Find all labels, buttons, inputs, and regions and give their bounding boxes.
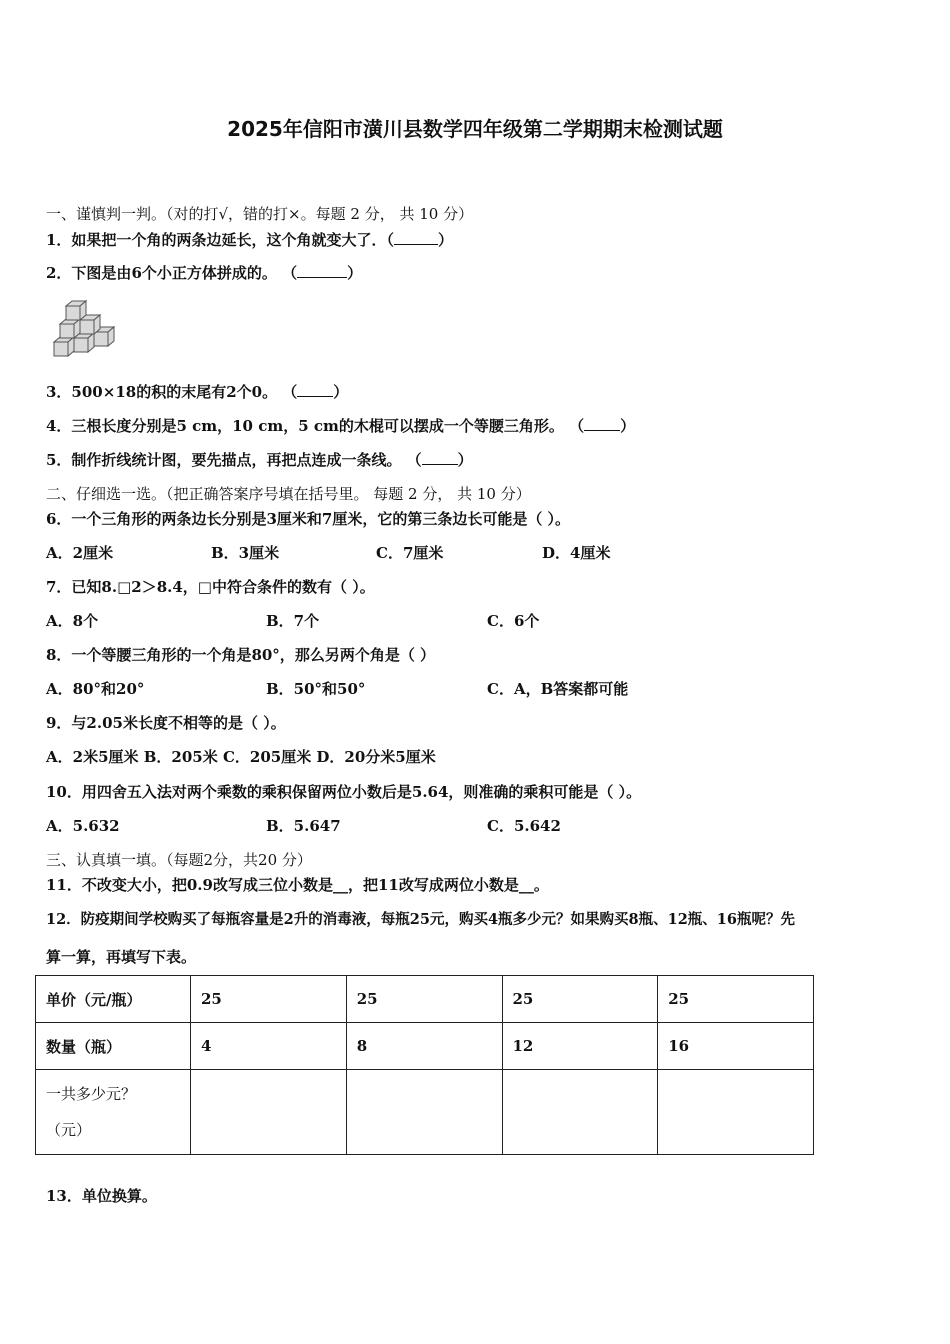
table-row-quantity bbox=[36, 1023, 814, 1070]
question-12: 12．防疫期间学校购买了每瓶容量是2升的消毒液，每瓶25元，购买4瓶多少元？如果购买8瓶、12瓶、16瓶呢？先 bbox=[46, 911, 795, 928]
question-13: 13．单位换算。 bbox=[46, 1187, 157, 1205]
answer-blank[interactable] bbox=[584, 416, 620, 431]
section-1-heading: 一、谨慎判一判。（对的打√，错的打×。每题 2 分， 共 10 分） bbox=[46, 205, 474, 223]
table-row-price bbox=[36, 976, 814, 1023]
answer-blank[interactable] bbox=[422, 450, 458, 465]
table-cell: 12 bbox=[502, 1023, 658, 1070]
table-cell: 25 bbox=[658, 976, 814, 1023]
table-cell: 单价（元/瓶） bbox=[36, 976, 191, 1023]
table-row-total bbox=[36, 1070, 814, 1155]
q9-options[interactable]: A．2米5厘米 B．205米 C．205厘米 D．20分米5厘米 bbox=[46, 748, 436, 766]
section-3-heading: 三、认真填一填。（每题2分，共20 分） bbox=[46, 851, 312, 869]
table-cell: 16 bbox=[658, 1023, 814, 1070]
question-5: 5．制作折线统计图，要先描点，再把点连成一条线。 （ ） bbox=[46, 451, 473, 469]
q6-option-a[interactable]: A．2厘米 bbox=[46, 544, 114, 562]
q10-option-a[interactable]: A．5.632 bbox=[46, 817, 120, 835]
question-12-continued: 算一算，再填写下表。 bbox=[46, 948, 197, 966]
question-2: 2．下图是由6个小正方体拼成的。 （ ） bbox=[46, 264, 363, 282]
table-cell: 25 bbox=[502, 976, 658, 1023]
q8-option-b[interactable]: B．50°和50° bbox=[266, 680, 366, 698]
answer-blank[interactable] bbox=[297, 382, 333, 397]
q6-option-c[interactable]: C．7厘米 bbox=[376, 544, 444, 562]
question-11: 11．不改变大小，把0.9改写成三位小数是__，把11改写成两位小数是__。 bbox=[46, 876, 549, 894]
q7-option-b[interactable]: B．7个 bbox=[266, 612, 320, 630]
table-cell: 8 bbox=[346, 1023, 502, 1070]
answer-cell[interactable] bbox=[346, 1070, 502, 1155]
question-4: 4．三根长度分别是5 cm，10 cm，5 cm的木棍可以摆成一个等腰三角形。 （ ） bbox=[46, 417, 636, 435]
question-3: 3．500×18的积的末尾有2个0。 （ ） bbox=[46, 383, 349, 401]
page-title: 2025年信阳市潢川县数学四年级第二学期期末检测试题 bbox=[227, 117, 723, 141]
table-cell: 25 bbox=[191, 976, 347, 1023]
question-8: 8．一个等腰三角形的一个角是80°，那么另两个角是（ ） bbox=[46, 646, 436, 664]
question-6: 6．一个三角形的两条边长分别是3厘米和7厘米，它的第三条边长可能是（ ）。 bbox=[46, 510, 571, 528]
q6-option-d[interactable]: D．4厘米 bbox=[542, 544, 611, 562]
cubes-figure bbox=[50, 294, 122, 360]
q10-option-b[interactable]: B．5.647 bbox=[266, 817, 341, 835]
q6-option-b[interactable]: B．3厘米 bbox=[211, 544, 280, 562]
table-cell: 25 bbox=[346, 976, 502, 1023]
total-unit: （元） bbox=[46, 1121, 92, 1139]
answer-cell[interactable] bbox=[658, 1070, 814, 1155]
question-1: 1．如果把一个角的两条边延长，这个角就变大了．（ ） bbox=[46, 231, 453, 249]
question-10: 10．用四舍五入法对两个乘数的乘积保留两位小数后是5.64，则准确的乘积可能是（ ）。 bbox=[46, 783, 642, 801]
answer-cell[interactable] bbox=[191, 1070, 347, 1155]
q10-option-c[interactable]: C．5.642 bbox=[487, 817, 561, 835]
answer-blank[interactable] bbox=[394, 230, 438, 245]
table-cell bbox=[36, 1070, 191, 1155]
table-cell: 数量（瓶） bbox=[36, 1023, 191, 1070]
answer-cell[interactable] bbox=[502, 1070, 658, 1155]
answer-blank[interactable] bbox=[297, 263, 347, 278]
question-7: 7．已知8.□2＞8.4，□中符合条件的数有（ ）。 bbox=[46, 578, 375, 596]
q8-option-c[interactable]: C．A，B答案都可能 bbox=[487, 680, 629, 698]
q7-option-c[interactable]: C．6个 bbox=[487, 612, 540, 630]
total-label: 一共多少元？ bbox=[46, 1085, 137, 1103]
table-cell: 4 bbox=[191, 1023, 347, 1070]
question-9: 9．与2.05米长度不相等的是（ ）。 bbox=[46, 714, 286, 732]
section-2-heading: 二、仔细选一选。（把正确答案序号填在括号里。 每题 2 分， 共 10 分） bbox=[46, 485, 531, 503]
q7-option-a[interactable]: A．8个 bbox=[46, 612, 99, 630]
price-table bbox=[35, 975, 814, 1155]
q8-option-a[interactable]: A．80°和20° bbox=[46, 680, 145, 698]
